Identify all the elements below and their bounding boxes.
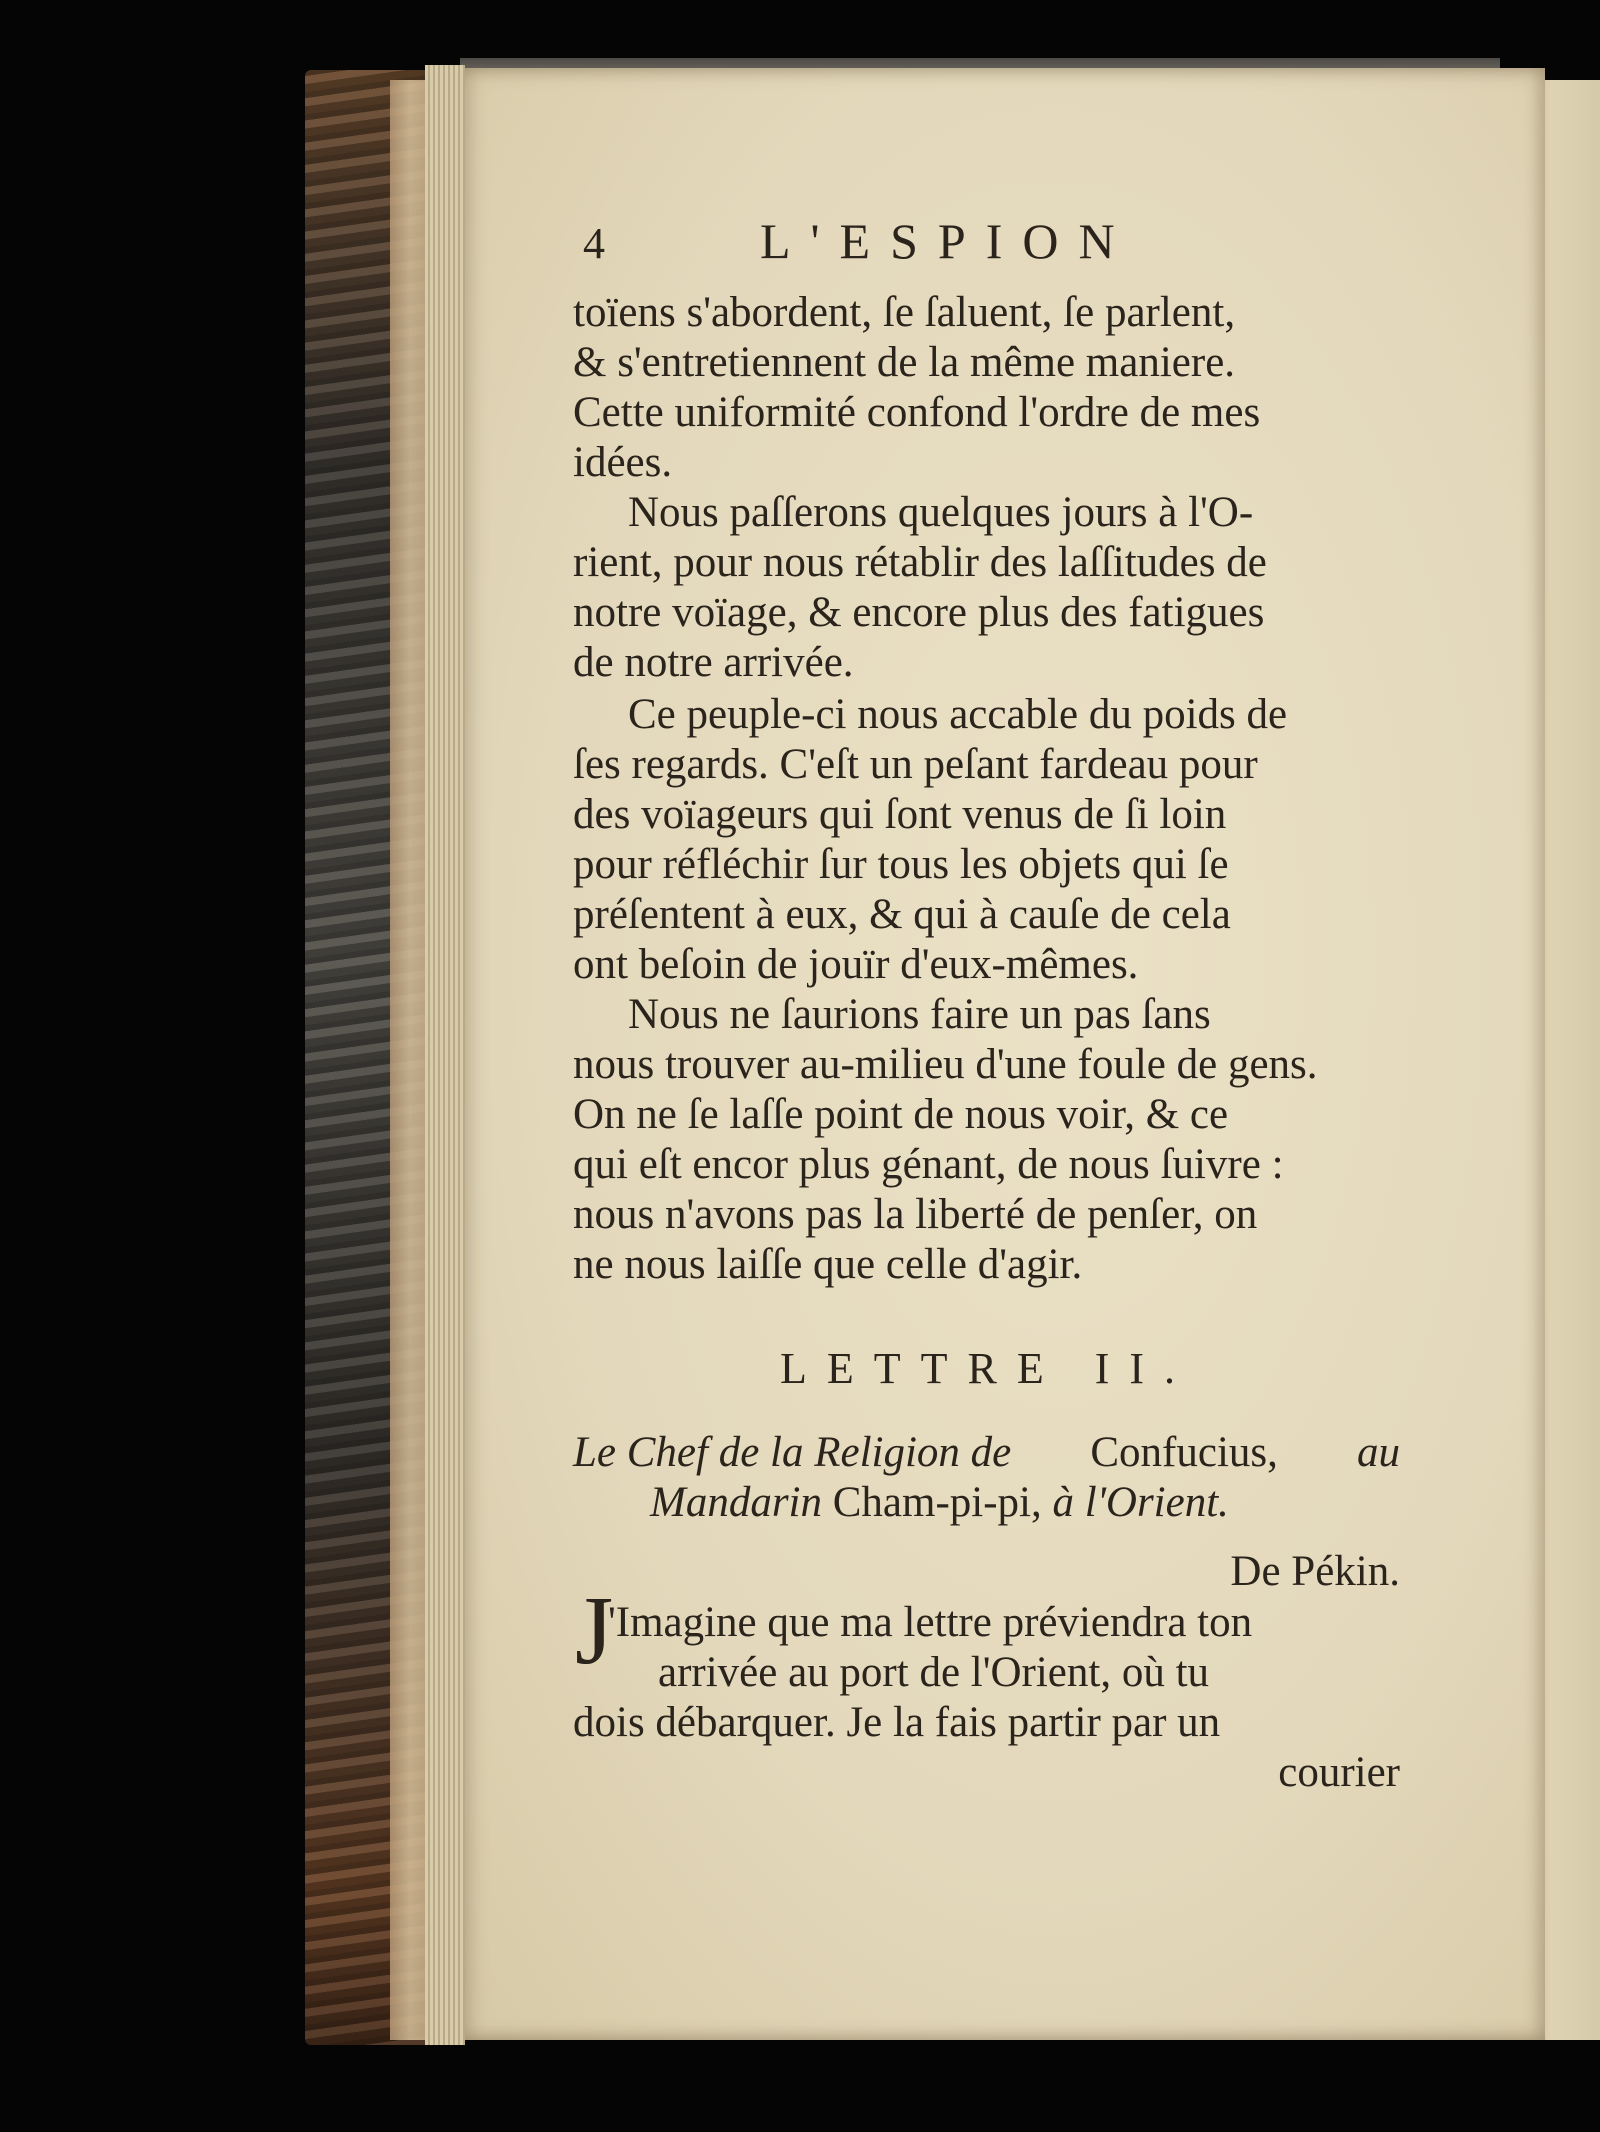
address-place: à l'Orient. <box>1052 1479 1229 1526</box>
text-line <box>573 1140 1400 1188</box>
letter-address-line-1 <box>573 1428 1400 1477</box>
line-text: Nous paſſerons quelques jours à l'O- <box>628 489 1254 536</box>
text-line <box>573 438 1400 486</box>
text-line <box>573 638 1400 686</box>
text-line <box>573 740 1400 788</box>
line-text: ſes regards. C'eſt un peſant fardeau pour <box>573 741 1258 788</box>
text-line <box>573 288 1400 336</box>
line-text: On ne ſe laſſe point de nous voir, & ce <box>573 1091 1229 1138</box>
line-text: ne nous laiſſe que celle d'agir. <box>573 1241 1083 1288</box>
line-text: Nous ne ſaurions faire un pas ſans <box>628 991 1211 1038</box>
line-text: arrivée au port de l'Orient, où tu <box>658 1649 1210 1696</box>
text-line <box>608 1598 1400 1646</box>
text-line <box>573 890 1400 938</box>
address-au: au <box>1357 1429 1400 1476</box>
address-name: Cham-pi-pi, <box>832 1479 1042 1526</box>
text-line <box>573 1090 1400 1138</box>
text-line <box>658 1648 1400 1696</box>
text-line <box>573 1040 1400 1088</box>
text-line <box>573 588 1400 636</box>
line-text: dois débarquer. Je la fais partir par un <box>573 1699 1221 1746</box>
line-text: nous n'avons pas la liberté de penſer, on <box>573 1191 1258 1238</box>
line-text: rient, pour nous rétablir des laſſitudes de <box>573 539 1267 586</box>
letter-address-line-2 <box>650 1478 1330 1527</box>
text-line <box>573 840 1400 888</box>
line-text: 'Imagine que ma lettre préviendra ton <box>608 1599 1253 1646</box>
text-line <box>628 488 1400 536</box>
catchword <box>573 1748 1400 1796</box>
line-text: préſentent à eux, & qui à cauſe de cela <box>573 891 1231 938</box>
drop-cap: J <box>575 1577 614 1685</box>
line-text: nous trouver au-milieu d'une foule de gens. <box>573 1041 1318 1088</box>
text-line <box>573 940 1400 988</box>
text-line <box>573 1698 1400 1746</box>
text-line <box>573 1190 1400 1238</box>
text-line <box>628 690 1400 738</box>
line-text: qui eſt encor plus génant, de nous ſuivre : <box>573 1141 1284 1188</box>
text-line <box>573 538 1400 586</box>
address-sender: Le Chef de la Religion de <box>573 1429 1012 1476</box>
letter-heading: LETTRE II. <box>780 1344 1196 1393</box>
line-text: Cette uniformité confond l'ordre de mes <box>573 389 1261 436</box>
text-line <box>573 790 1400 838</box>
line-text: Ce peuple-ci nous accable du poids de <box>628 691 1288 738</box>
text-line <box>573 388 1400 436</box>
dateline <box>573 1547 1400 1595</box>
line-text: toïens s'abordent, ſe ſaluent, ſe parlent, <box>573 289 1236 336</box>
line-text: des voïageurs qui ſont venus de ſi loin <box>573 791 1227 838</box>
page-edges <box>425 65 465 2045</box>
text-line <box>573 338 1400 386</box>
text-line <box>628 990 1400 1038</box>
line-text: de notre arrivée. <box>573 639 854 686</box>
line-text: ont beſoin de jouïr d'eux-mêmes. <box>573 941 1139 988</box>
line-text: & s'entretiennent de la même maniere. <box>573 339 1236 386</box>
page-number: 4 <box>583 219 606 268</box>
running-head: L'ESPION <box>760 213 1135 269</box>
catchword-text: courier <box>1278 1749 1400 1796</box>
line-text: idées. <box>573 439 673 486</box>
line-text: pour réfléchir ſur tous les objets qui ſe <box>573 841 1229 888</box>
line-text: notre voïage, & encore plus des fatigues <box>573 589 1265 636</box>
address-confucius: Confucius, <box>1090 1429 1278 1476</box>
address-mandarin: Mandarin <box>650 1479 822 1526</box>
text-line <box>573 1240 1400 1288</box>
dateline-text: De Pékin. <box>1230 1548 1400 1595</box>
